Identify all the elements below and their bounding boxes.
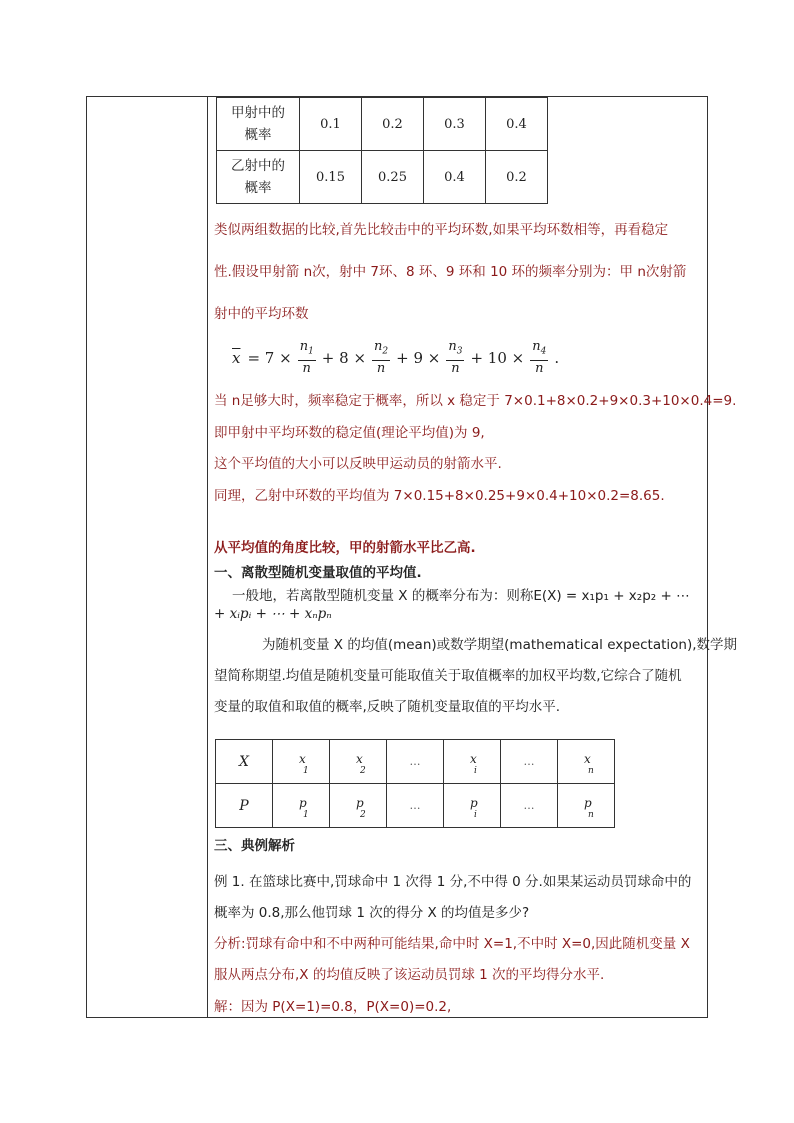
cell-symbol: p [470,796,478,810]
table-cell [558,784,615,828]
ellipsis: … [409,755,421,768]
num-subscript: 4 [540,346,547,357]
formula-fraction [530,339,548,377]
paragraph-line: 即甲射中平均环数的稳定值(理论平均值)为 9, [214,425,485,441]
section-heading: 三、典例解析 [214,838,295,854]
formula-op: + 8 × [321,349,367,367]
table-cell: 0.1 [300,98,362,151]
ellipsis: … [409,799,421,812]
paragraph-line: 解：因为 P(X=1)=0.8，P(X=0)=0.2, [214,999,452,1015]
table-row [217,98,548,151]
row-label-jia [217,98,300,151]
paragraph-line: 服从两点分布,X 的均值反映了该运动员罚球 1 次的平均得分水平. [214,967,605,983]
paragraph-line: 射中的平均环数 [214,306,309,322]
formula-op: + 10 × [470,349,525,367]
table-cell [330,784,387,828]
cell-index: 1 [303,766,309,776]
num-subscript: 2 [382,346,389,357]
num-subscript: 3 [456,346,463,357]
table-cell [330,740,387,784]
label-line: 乙射中的 [231,158,285,174]
cell-index: n [588,766,594,776]
cell-symbol: x [470,752,477,766]
paragraph-line: 性.假设甲射箭 n次，射中 7环、8 环、9 环和 10 环的频率分别为：甲 n次射箭 [214,264,687,280]
table-cell: 0.4 [486,98,548,151]
paragraph-line: 变量的取值和取值的概率,反映了随机变量取值的平均水平. [214,699,561,715]
paragraph-line: 当 n足够大时，频率稳定于概率，所以 x 稳定于 7×0.1+8×0.2+9×0.3+10×0.4=9. [214,393,737,409]
cell-symbol: p [584,796,592,810]
mean-formula [232,338,562,378]
fraction-denominator: n [535,360,544,376]
table-cell: 0.2 [486,151,548,204]
label-line: 概率 [244,180,272,196]
conclusion-line: 从平均值的角度比较，甲的射箭水平比乙高. [214,540,476,556]
paragraph-line: 一般地，若离散型随机变量 X 的概率分布为：则称E(X) = x₁p₁ + x₂p₂ + ⋯ [232,588,690,604]
num-symbol: n [532,339,541,355]
table-row [216,784,615,828]
table-cell [387,784,444,828]
fraction-denominator: n [451,360,460,376]
cell-symbol: x [299,752,306,766]
table-cell [273,740,330,784]
table-cell: 0.25 [362,151,424,204]
paragraph-line: 望简称期望.均值是随机变量可能取值关于取值概率的加权平均数,它综合了随机 [214,668,682,684]
table-cell: 0.2 [362,98,424,151]
cell-index: i [474,766,477,776]
formula-fraction [446,339,464,377]
table-cell: 0.15 [300,151,362,204]
formula-op: + 9 × [396,349,441,367]
distribution-table [215,739,615,828]
table-cell: 0.4 [424,151,486,204]
formula-fraction [372,339,390,377]
row-label-yi [217,151,300,204]
cell-index: i [474,810,477,820]
fraction-numerator [530,339,548,361]
fraction-numerator [446,339,464,361]
cell-symbol: x [356,752,363,766]
formula-lhs: $\overline{x}$ [232,349,241,367]
label-line: 概率 [244,127,272,143]
table-row [216,740,615,784]
paragraph-line: 这个平均值的大小可以反映甲运动员的射箭水平. [214,456,502,472]
table-cell [387,740,444,784]
cell-index: 2 [360,766,366,776]
table-row [217,151,548,204]
fraction-denominator: n [302,360,311,376]
cell-index: 2 [360,810,366,820]
table-cell [444,784,501,828]
table-header-cell: X [216,740,273,784]
section-heading: 一、离散型随机变量取值的平均值. [214,565,422,581]
table-cell: 0.3 [424,98,486,151]
num-symbol: n [299,339,309,355]
num-symbol: n [374,339,383,355]
formula-op: = 7 × [247,349,292,367]
num-symbol: n [448,339,457,355]
num-subscript: 1 [308,346,314,357]
paragraph-line: 例 1. 在篮球比赛中,罚球命中 1 次得 1 分,不中得 0 分.如果某运动员罚球命中的 [214,874,692,890]
fraction-numerator [372,339,390,361]
formula-op: . [554,349,560,367]
ellipsis: … [523,755,535,768]
cell-symbol: x [584,752,591,766]
table-cell [444,740,501,784]
paragraph-line: 分析:罚球有命中和不中两种可能结果,命中时 X=1,不中时 X=0,因此随机变量 X [214,936,690,952]
paragraph-line: + xᵢpᵢ + ⋯ + xₙpₙ [214,606,332,622]
formula-fraction [298,339,316,377]
table-cell [501,740,558,784]
table-cell [273,784,330,828]
table-header-cell: P [216,784,273,828]
paragraph-line: 概率为 0.8,那么他罚球 1 次的得分 X 的均值是多少? [214,905,530,921]
cell-symbol: p [299,796,307,810]
paragraph-line: 为随机变量 X 的均值(mean)或数学期望(mathematical expectation),数学期 [262,637,738,653]
column-divider [207,96,208,1018]
paragraph-line: 类似两组数据的比较,首先比较击中的平均环数,如果平均环数相等，再看稳定 [214,222,669,238]
probability-table [216,97,548,204]
fraction-numerator [298,339,316,361]
table-cell [501,784,558,828]
paragraph-line: 同理，乙射中环数的平均值为 7×0.15+8×0.25+9×0.4+10×0.2=8.65. [214,488,665,504]
cell-symbol: p [356,796,364,810]
cell-index: n [588,810,594,820]
label-line: 甲射中的 [231,105,285,121]
table-cell [558,740,615,784]
cell-index: 1 [303,810,309,820]
ellipsis: … [523,799,535,812]
fraction-denominator: n [376,360,386,376]
